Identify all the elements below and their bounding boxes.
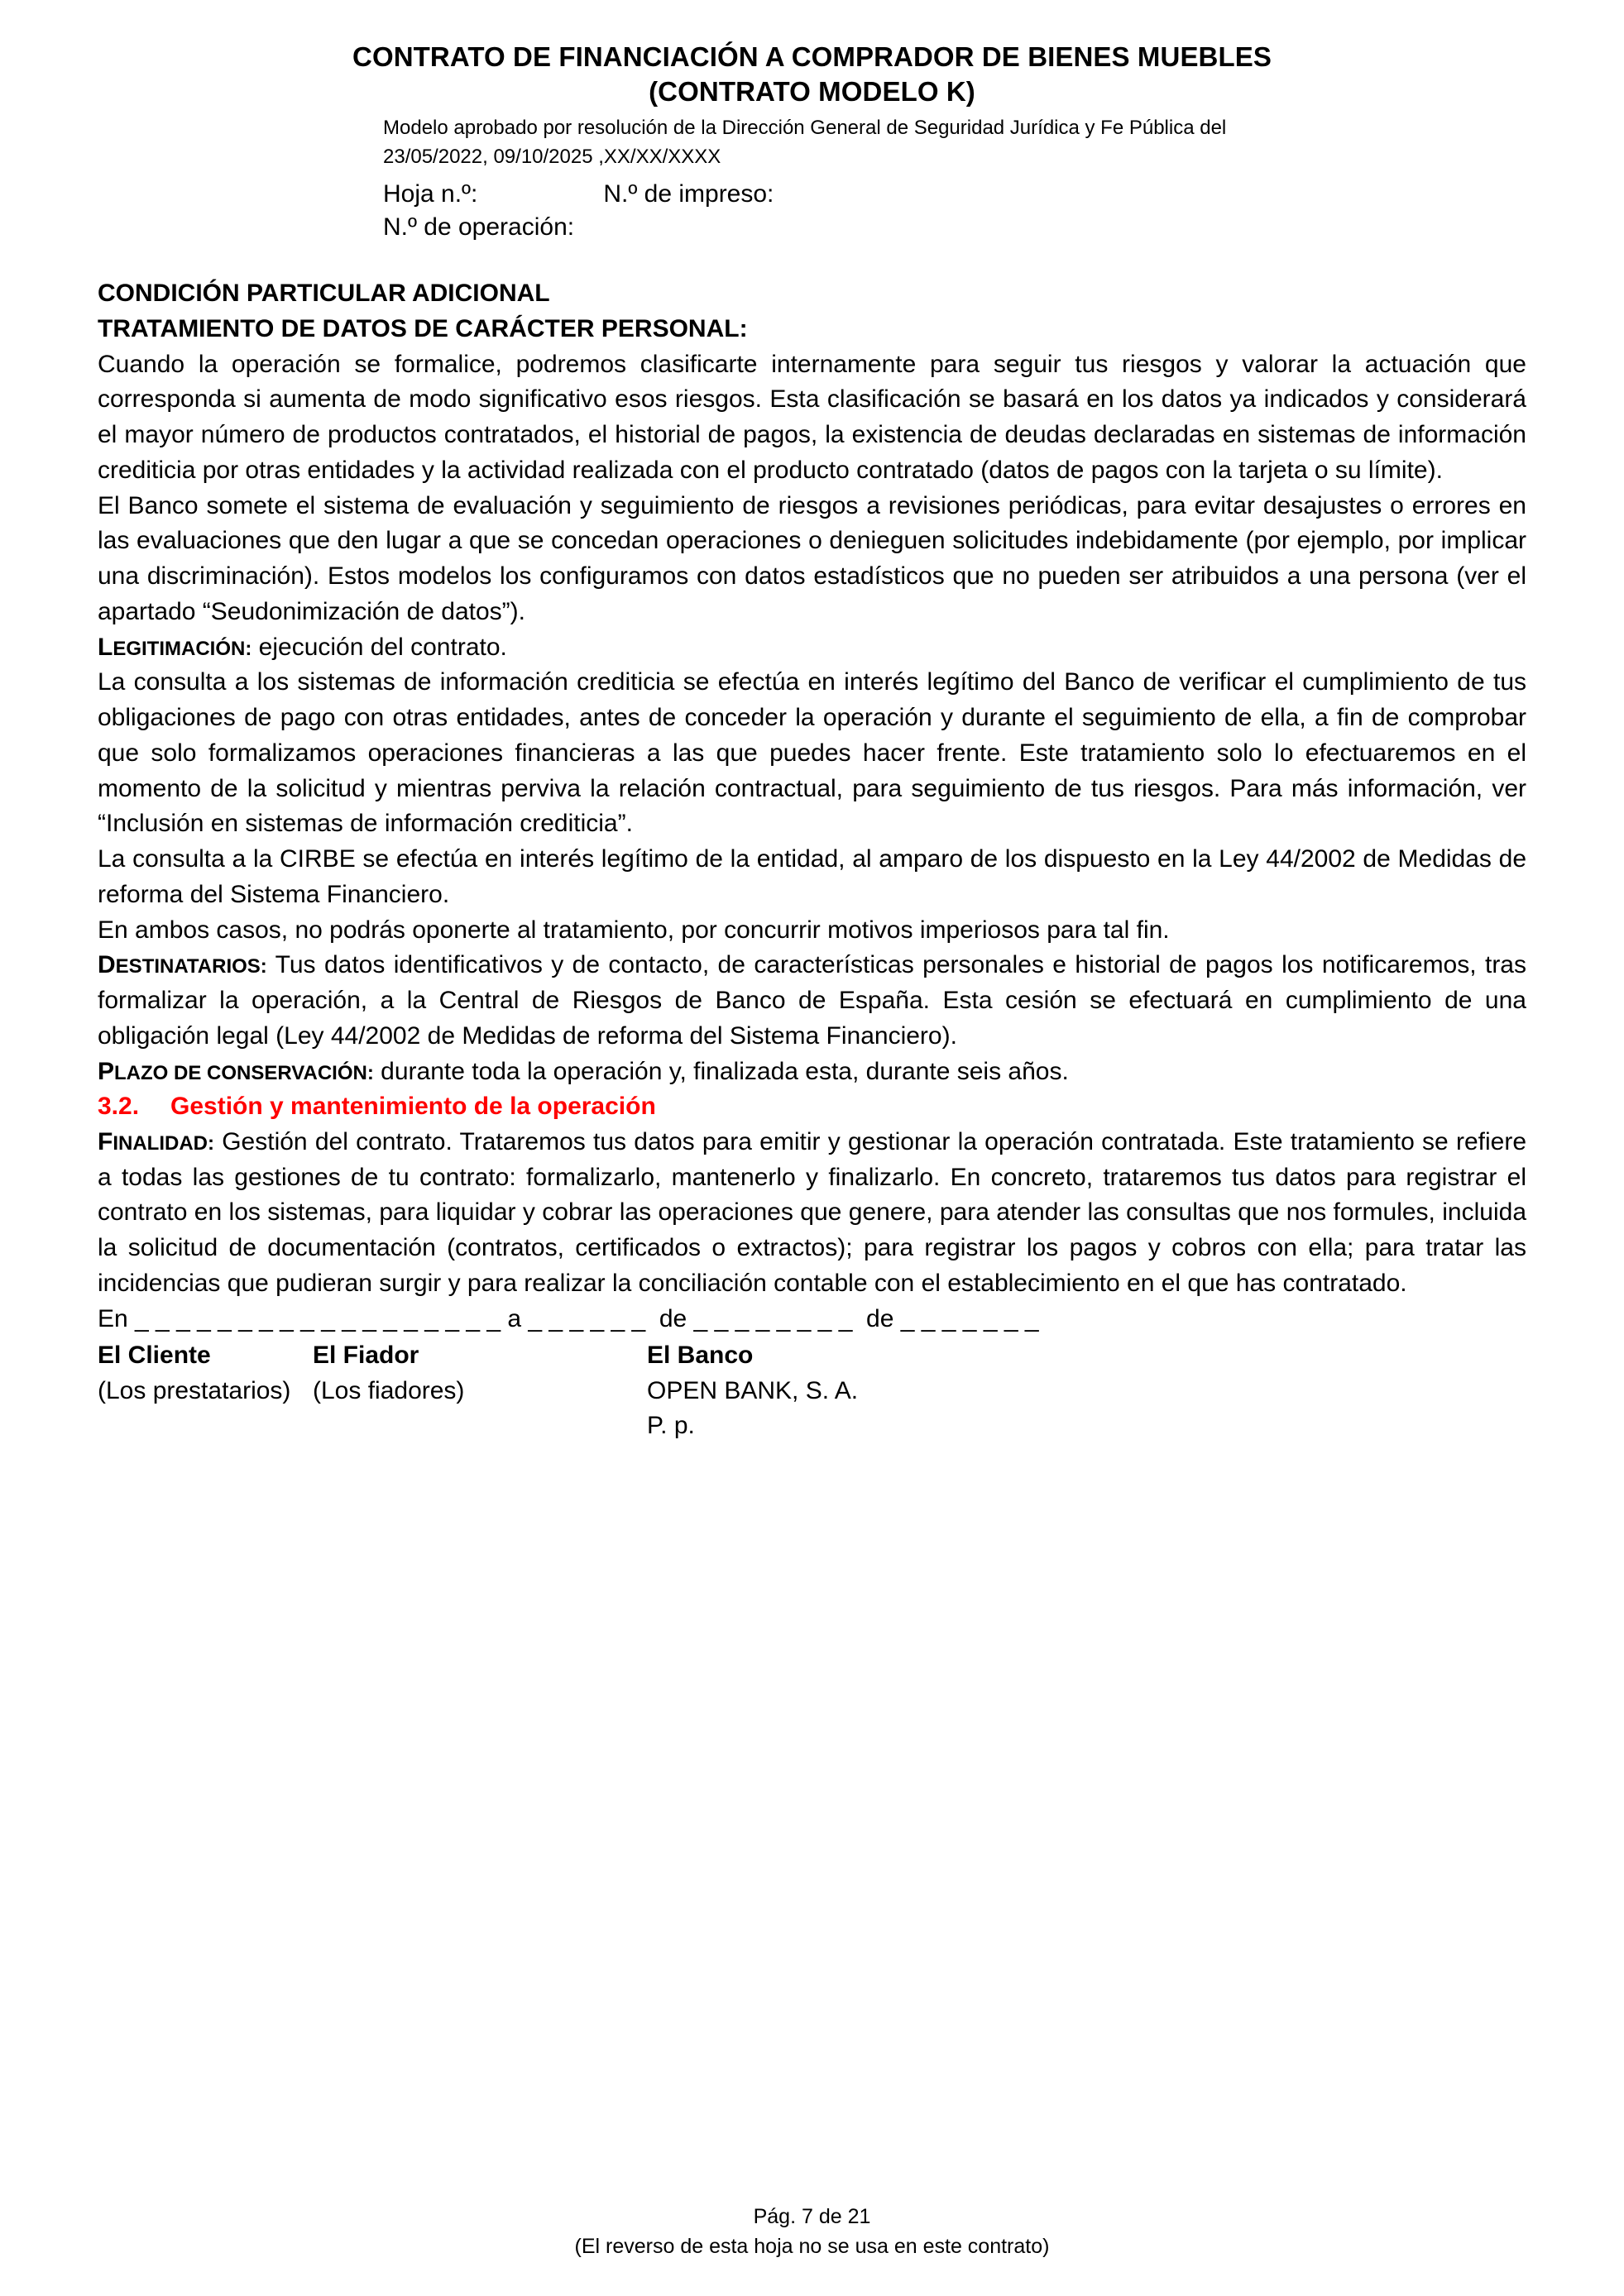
signature-column-guarantor [313,1338,647,1444]
paragraph-consulta-sistemas: La consulta a los sistemas de información crediticia se efectúa en interés legítimo del Banco de verificar el cumplimiento de tus obligaciones de pago con otras entidades, antes de conceder la operación y durante el seguimiento de ella, a fin de comprobar que solo formalizamos operaciones financieras a las que puedes hacer frente. Este tratamiento solo lo efectuaremos en el momento de la solicitud y mientras perviva la relación contractual, para seguimiento de tus riesgos. Para más información, ver “Inclusión en sistemas de información crediticia”. [98,668,1526,838]
paragraph-cirbe: La consulta a la CIRBE se efectúa en interés legítimo de la entidad, al amparo de los dispuesto en la Ley 44/2002 de Medidas de reforma del Sistema Financiero. [98,845,1526,908]
bank-name: OPEN BANK, S. A. [647,1376,859,1404]
footer-note: (El reverso de esta hoja no se usa en este contrato) [574,2234,1050,2258]
document-header [0,40,1624,243]
paragraph-clasificacion: Cuando la operación se formalice, podremos clasificarte internamente para seguir tus riesgos y valorar la actuación que corresponda si aumenta de modo significativo esos riesgos. Esta clasificación se basará en los datos ya indicados y considerará el mayor número de productos contratados, el historial de pagos, la existencia de deudas declaradas en sistemas de información crediticia por otras entidades y la actividad realizada con el producto contratado (datos de pagos con la tarjeta o su límite). [98,350,1526,484]
title-line-1: CONTRATO DE FINANCIACIÓN A COMPRADOR DE BIENES MUEBLES [352,41,1272,72]
plazo-text: durante toda la operación y, finalizada esta, durante seis años. [373,1057,1069,1085]
label-destinatarios: DESTINATARIOS: [98,951,267,979]
approval-note [99,114,1525,170]
paragraph-legitimacion [98,630,1526,666]
label-finalidad: FINALIDAD: [98,1127,214,1155]
document-footer [0,2203,1624,2261]
label-plazo-conservacion: PLAZO DE CONSERVACIÓN: [98,1057,374,1085]
guarantor-title: El Fiador [313,1342,419,1370]
paragraph-plazo-conservacion [98,1055,1526,1090]
header-field-row-2 [383,211,1525,244]
section-heading-3-2 [98,1089,1526,1125]
page-title [99,40,1525,109]
legitimacion-text: ejecución del contrato. [252,633,507,661]
form-number-label: N.º de impreso: [603,179,774,208]
label-legitimacion: LEGITIMACIÓN: [98,633,252,661]
guarantor-subtitle: (Los fiadores) [313,1376,465,1404]
finalidad-text: Gestión del contrato. Trataremos tus datos para emitir y gestionar la operación contratada. Este tratamiento se refiere a todas las gestiones de tu contrato: formalizarlo, mantenerlo y finalizarlo. En concreto, trataremos tus datos para registrar el contrato en los sistemas, para liquidar y cobrar las operaciones que genere, para atender las consultas que nos formules, incluida la solicitud de documentación (contratos, certificados o extractos); para registrar los pagos y cobros con ella; para tratar las incidencias que pudieran surgir y para realizar la conciliación contable con el establecimiento en el que has contratado. [98,1127,1526,1297]
page-number: Pág. 7 de 21 [753,2205,871,2228]
approval-note-line-2: 23/05/2022, 09/10/2025 ,XX/XX/XXXX [383,145,721,168]
signature-block [98,1338,1526,1444]
paragraph-finalidad [98,1125,1526,1302]
paragraph-destinatarios [98,948,1526,1054]
paragraph-revisiones-periodicas: El Banco somete el sistema de evaluación y seguimiento de riesgos a revisiones periódicas, para evitar desajustes o errores en las evaluaciones que den lugar a que se concedan operaciones o denieguen solicitudes indebidamente (por ejemplo, por implicar una discriminación). Estos modelos los configuramos con datos estadísticos que no pueden ser atribuidos a una persona (ver el apartado “Seudonimización de datos”). [98,491,1526,625]
sheet-number-label: Hoja n.º: [383,179,478,208]
signature-column-client [98,1338,313,1444]
document-body [0,276,1624,1444]
section-title: Gestión y mantenimiento de la operación [170,1093,656,1121]
header-fields [99,178,1525,244]
destinatarios-text: Tus datos identificativos y de contacto, de características personales e historial de pagos los notificaremos, tras formalizar la operación, a la Central de Riesgos de Banco de España. Esta cesión se efectuará en cumplimiento de una obligación legal (Ley 44/2002 de Medidas de reforma del Sistema Financiero). [98,951,1526,1050]
heading-condicion-particular: CONDICIÓN PARTICULAR ADICIONAL [98,280,550,308]
place-and-date-line: En _ _ _ _ _ _ _ _ _ _ _ _ _ _ _ _ _ _ a _ _ _ _ _ _ de _ _ _ _ _ _ _ _ de _ _ _ _ _ _ _ [98,1304,1039,1332]
client-subtitle: (Los prestatarios) [98,1376,291,1404]
title-line-2: (CONTRATO MODELO K) [649,76,975,108]
paragraph-ambos-casos: En ambos casos, no podrás oponerte al tratamiento, por concurrir motivos imperiosos para tal fin. [98,916,1170,944]
bank-pp: P. p. [647,1412,695,1440]
bank-title: El Banco [647,1342,754,1370]
header-field-row-1 [383,178,1525,211]
operation-number-label: N.º de operación: [383,213,575,241]
client-title: El Cliente [98,1342,211,1370]
signature-column-bank [647,1338,858,1444]
heading-tratamiento-datos: TRATAMIENTO DE DATOS DE CARÁCTER PERSONAL: [98,315,748,342]
approval-note-line-1: Modelo aprobado por resolución de la Dirección General de Seguridad Jurídica y Fe Pública del [383,117,1227,140]
section-number: 3.2. [98,1093,140,1121]
